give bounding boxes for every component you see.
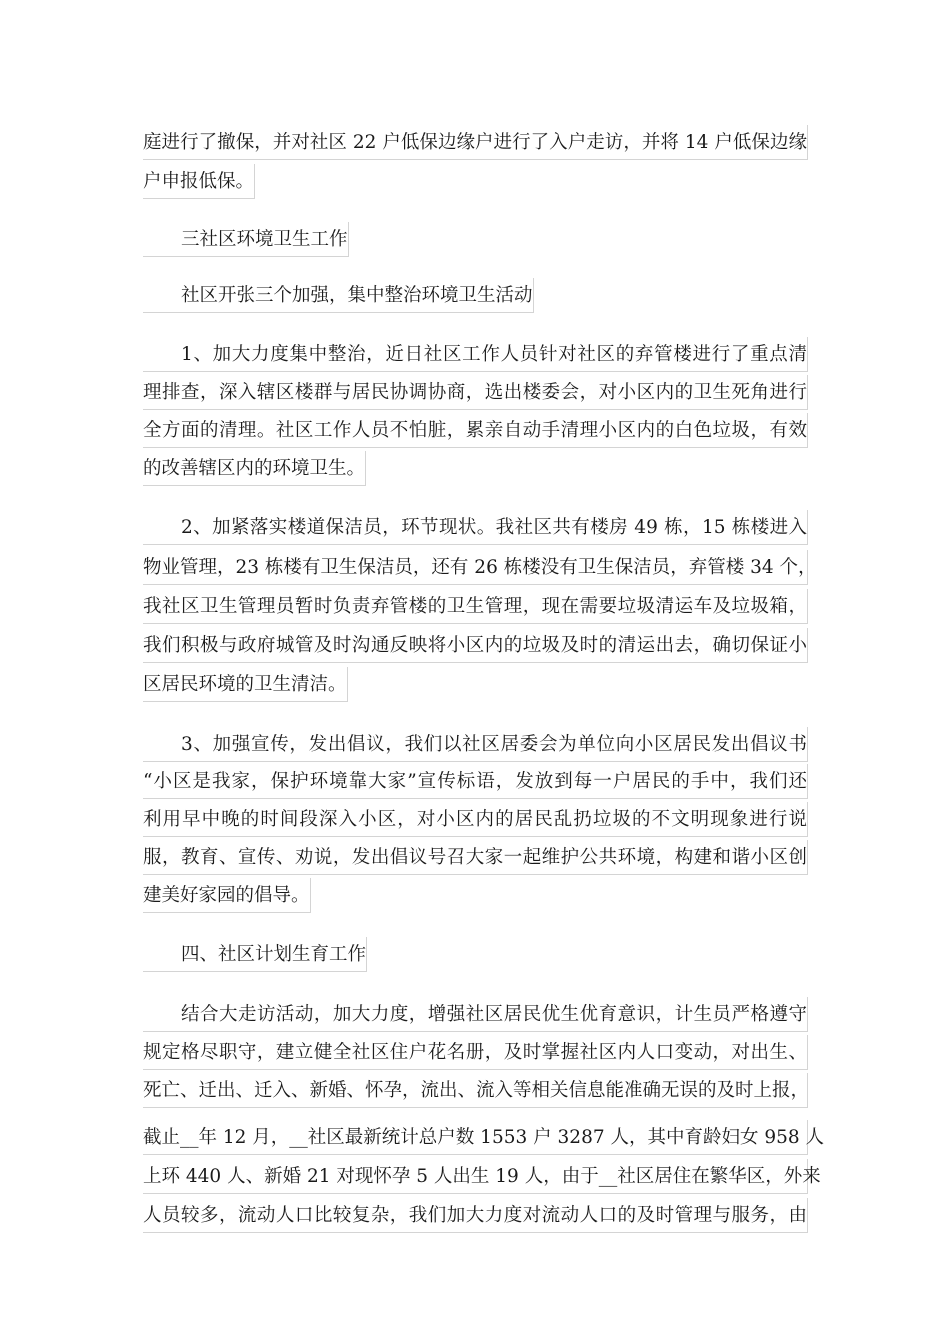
text-line: 死亡、迁出、迁入、新婚、怀孕，流出、流入等相关信息能准确无误的及时上报， (143, 1073, 808, 1108)
text-line: 户申报低保。 (143, 164, 255, 199)
text-line: 利用早中晚的时间段深入小区，对小区内的居民乱扔垃圾的不文明现象进行说 (143, 802, 808, 837)
text-line: 截止__年 12 月，__社区最新统计总户数 1553 户 3287 人，其中育龄妇女 958 人 (143, 1120, 808, 1155)
text-line: 上环 440 人、新婚 21 对现怀孕 5 人出生 19 人，由于__社区居住在繁华区，外来 (143, 1159, 808, 1194)
text-line: 的改善辖区内的环境卫生。 (143, 451, 366, 486)
text-line: 物业管理，23 栋楼有卫生保洁员，还有 26 栋楼没有卫生保洁员，弃管楼 34 个， (143, 550, 808, 585)
text-line: 1、加大力度集中整治，近日社区工作人员针对社区的弃管楼进行了重点清 (143, 337, 808, 372)
text-line: 3、加强宣传，发出倡议，我们以社区居委会为单位向小区居民发出倡议书 (143, 727, 808, 762)
text-line: 建美好家园的倡导。 (143, 878, 311, 913)
text-line: 结合大走访活动，加大力度，增强社区居民优生优育意识，计生员严格遵守 (143, 997, 808, 1032)
text-line: 服，教育、宣传、劝说，发出倡议号召大家一起维护公共环境，构建和谐小区创 (143, 840, 808, 875)
text-line: 全方面的清理。社区工作人员不怕脏，累亲自动手清理小区内的白色垃圾，有效 (143, 413, 808, 448)
text-line: 2、加紧落实楼道保洁员，环节现状。我社区共有楼房 49 栋，15 栋楼进入 (143, 510, 808, 545)
text-line: 规定格尽职守，建立健全社区住户花名册，及时掌握社区内人口变动，对出生、 (143, 1035, 808, 1070)
text-line: 区居民环境的卫生清洁。 (143, 667, 348, 702)
text-line: 庭进行了撤保，并对社区 22 户低保边缘户进行了入户走访，并将 14 户低保边缘 (143, 125, 808, 160)
text-line: 我们积极与政府城管及时沟通反映将小区内的垃圾及时的清运出去，确切保证小 (143, 628, 808, 663)
heading-line: 三社区环境卫生工作 (143, 222, 349, 257)
text-line: 人员较多，流动人口比较复杂，我们加大力度对流动人口的及时管理与服务，由 (143, 1198, 808, 1233)
heading-line: 四、社区计划生育工作 (143, 937, 367, 972)
text-line: “小区是我家，保护环境靠大家”宣传标语，发放到每一户居民的手中，我们还 (143, 764, 808, 799)
text-line: 社区开张三个加强，集中整治环境卫生活动 (143, 278, 534, 313)
text-line: 我社区卫生管理员暂时负责弃管楼的卫生管理，现在需要垃圾清运车及垃圾箱， (143, 589, 808, 624)
text-line: 理排查，深入辖区楼群与居民协调协商，选出楼委会，对小区内的卫生死角进行 (143, 375, 808, 410)
